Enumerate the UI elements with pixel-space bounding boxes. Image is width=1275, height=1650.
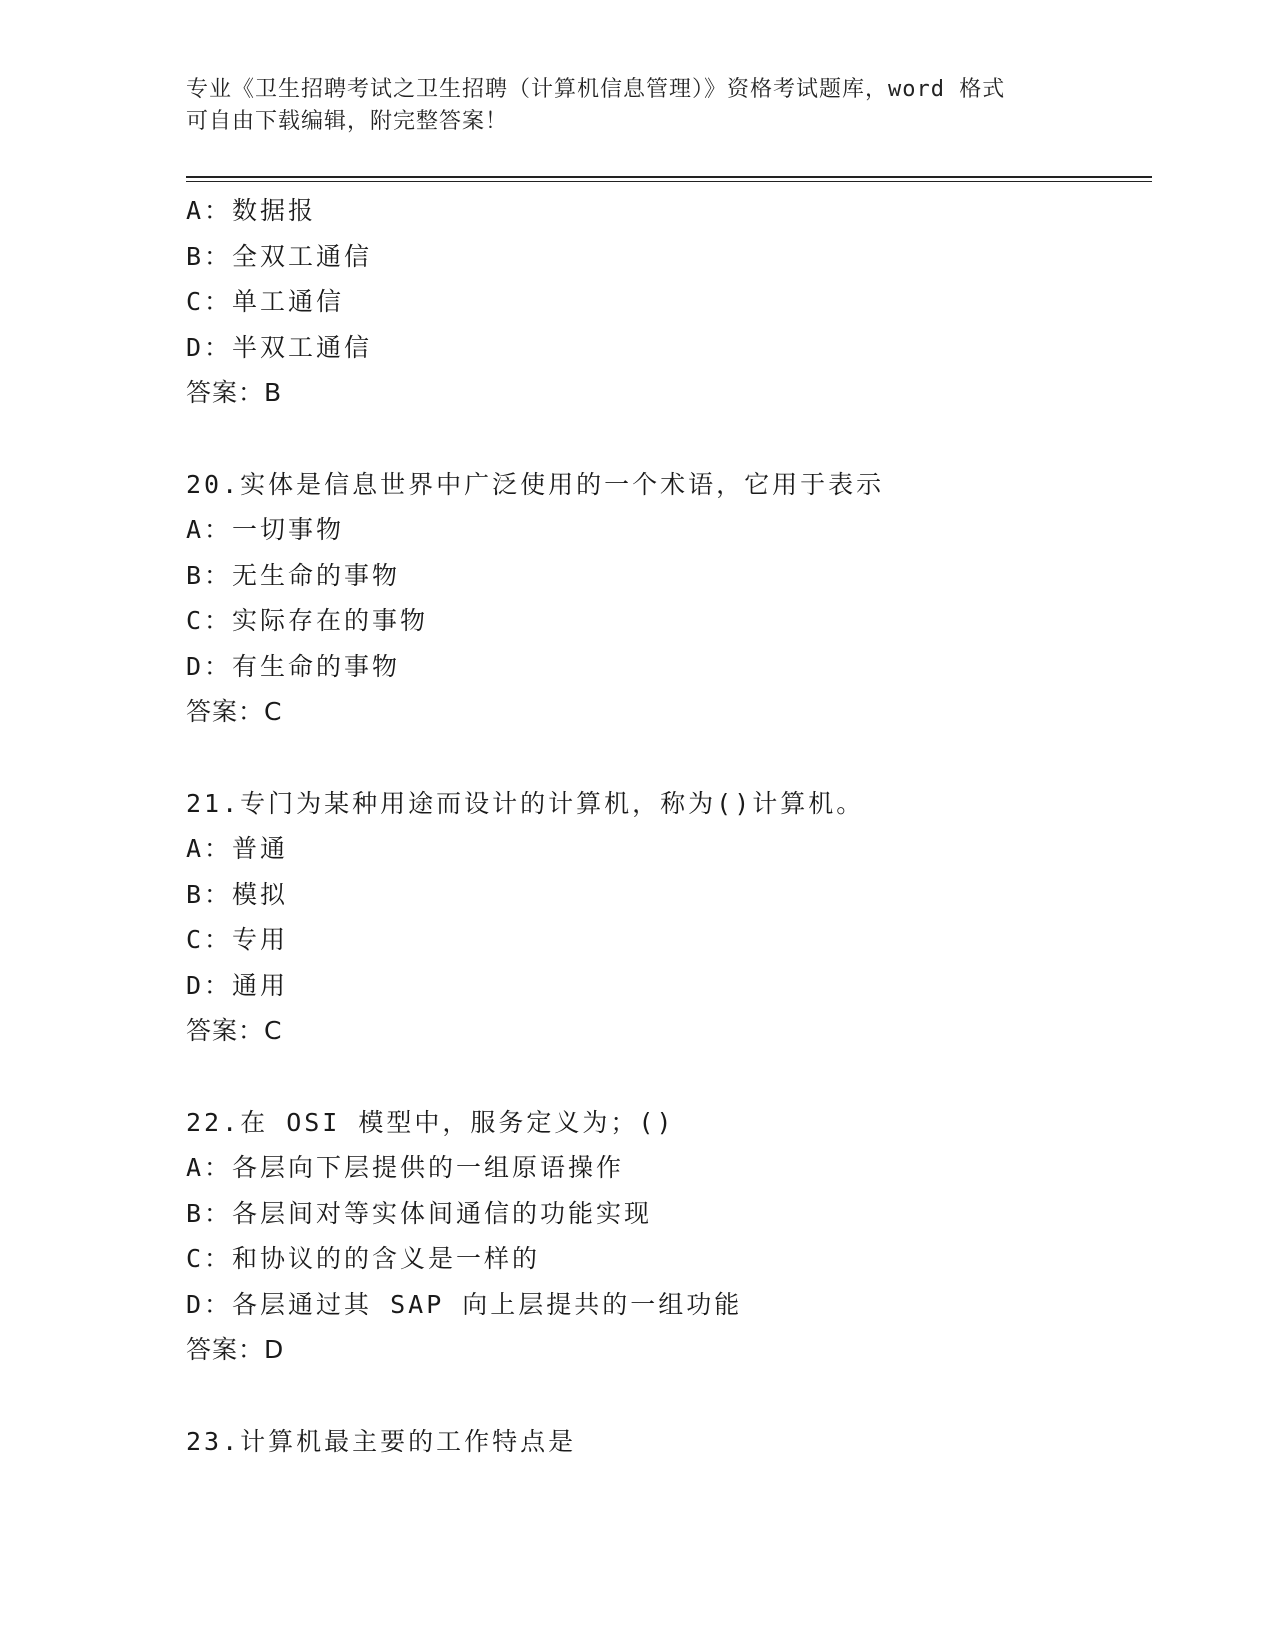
option-b: B：模拟: [186, 879, 289, 909]
option-b: B：各层间对等实体间通信的功能实现: [186, 1198, 653, 1228]
question-21: [186, 781, 1146, 1054]
answer-line: 答案：D: [186, 1335, 285, 1364]
option-d: D：半双工通信: [186, 332, 373, 362]
question-text: 20.实体是信息世界中广泛使用的一个术语，它用于表示: [186, 469, 885, 499]
header-line-1: 专业《卫生招聘考试之卫生招聘（计算机信息管理）》资格考试题库，word 格式: [186, 77, 1006, 102]
answer-line: 答案：C: [186, 697, 283, 726]
option-d: D：各层通过其 SAP 向上层提共的一组功能: [186, 1289, 743, 1319]
option-c: C：单工通信: [186, 287, 345, 316]
option-a: A：各层向下层提供的一组原语操作: [186, 1153, 625, 1182]
question-20: [186, 462, 1146, 735]
question-text: 21.专门为某种用途而设计的计算机，称为()计算机。: [186, 788, 865, 818]
option-c: C：和协议的的含义是一样的: [186, 1244, 541, 1273]
question-23: [186, 1419, 1146, 1465]
header-divider-thin: [186, 181, 1152, 182]
option-c: C：实际存在的事物: [186, 606, 429, 635]
header-divider: [186, 176, 1152, 178]
option-b: B：无生命的事物: [186, 560, 401, 590]
option-d: D：通用: [186, 970, 289, 1000]
option-a: A：数据报: [186, 196, 317, 225]
question-text: 22.在 OSI 模型中，服务定义为；(): [186, 1107, 675, 1137]
option-c: C：专用: [186, 925, 289, 954]
option-b: B：全双工通信: [186, 241, 373, 271]
question-22: [186, 1100, 1146, 1373]
document-header: [186, 74, 1086, 138]
option-a: A：普通: [186, 834, 289, 863]
option-d: D：有生命的事物: [186, 651, 401, 681]
answer-line: 答案：C: [186, 1016, 283, 1045]
answer-line: 答案：B: [186, 378, 283, 407]
question-list: [186, 188, 1146, 1464]
option-a: A：一切事物: [186, 515, 345, 544]
question-text: 23.计算机最主要的工作特点是: [186, 1426, 577, 1456]
header-line-2: 可自由下载编辑，附完整答案！: [186, 109, 509, 134]
question-19-partial: [186, 188, 1146, 416]
